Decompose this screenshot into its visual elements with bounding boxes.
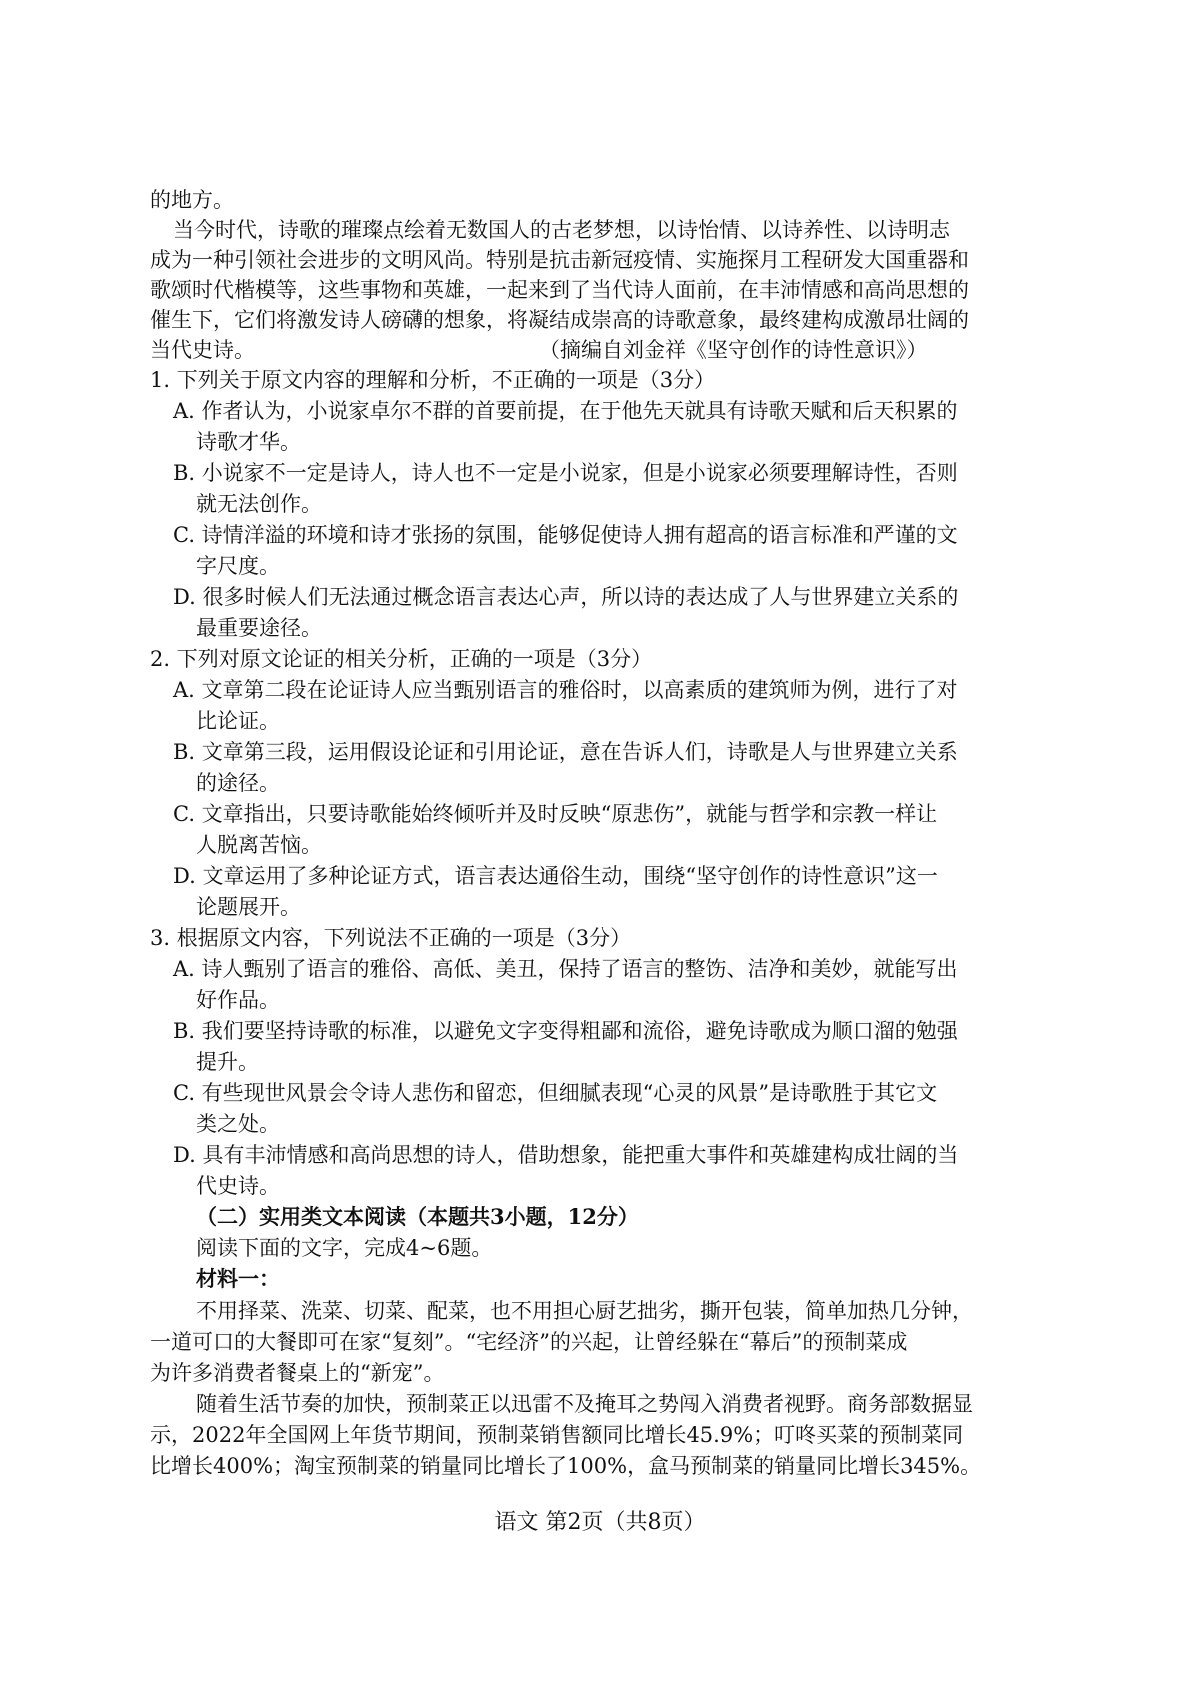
q3-option-b-cont: 提升。 bbox=[196, 1050, 259, 1074]
q2-option-b-cont: 的途径。 bbox=[196, 771, 280, 795]
q3-option-c: C. 有些现世风景会令诗人悲伤和留恋，但细腻表现“心灵的风景”是诗歌胜于其它文 bbox=[173, 1081, 938, 1105]
q3-option-a: A. 诗人甄别了语言的雅俗、高低、美丑，保持了语言的整饬、洁净和美妙，就能写出 bbox=[173, 957, 958, 981]
q3-option-a-cont: 好作品。 bbox=[196, 988, 280, 1012]
passage-line: 成为一种引领社会进步的文明风尚。特别是抗击新冠疫情、实施探月工程研发大国重器和 bbox=[150, 248, 969, 272]
q2-option-d: D. 文章运用了多种论证方式，语言表达通俗生动，围绕“坚守创作的诗性意识”这一 bbox=[173, 864, 938, 888]
material-label: 材料一： bbox=[196, 1266, 280, 1291]
q1-option-d: D. 很多时候人们无法通过概念语言表达心声，所以诗的表达成了人与世界建立关系的 bbox=[173, 585, 959, 609]
passage-line: 当代史诗。 bbox=[150, 338, 255, 362]
q2-option-b: B. 文章第三段，运用假设论证和引用论证，意在告诉人们，诗歌是人与世界建立关系 bbox=[173, 740, 958, 764]
q2-option-c: C. 文章指出，只要诗歌能始终倾听并及时反映“原悲伤”，就能与哲学和宗教一样让 bbox=[173, 802, 938, 826]
q2-option-c-cont: 人脱离苦恼。 bbox=[196, 833, 322, 857]
material-line: 一道可口的大餐即可在家“复刻”。“宅经济”的兴起，让曾经躲在“幕后”的预制菜成 bbox=[150, 1330, 908, 1354]
material-line: 随着生活节奏的加快，预制菜正以迅雷不及掩耳之势闯入消费者视野。商务部数据显 bbox=[196, 1392, 973, 1416]
passage-line: 催生下，它们将激发诗人磅礴的想象，将凝结成崇高的诗歌意象，最终建构成激昂壮阔的 bbox=[150, 308, 969, 332]
q2-option-a-cont: 比论证。 bbox=[196, 709, 280, 733]
q1-option-c: C. 诗情洋溢的环境和诗才张扬的氛围，能够促使诗人拥有超高的语言标准和严谨的文 bbox=[173, 523, 958, 547]
q1-option-b: B. 小说家不一定是诗人，诗人也不一定是小说家，但是小说家必须要理解诗性，否则 bbox=[173, 461, 958, 485]
question-3-stem: 3. 根据原文内容，下列说法不正确的一项是（3分） bbox=[150, 926, 632, 950]
page-footer: 语文 第2页（共8页） bbox=[494, 1510, 706, 1535]
q3-option-d-cont: 代史诗。 bbox=[196, 1174, 280, 1198]
section-instruction: 阅读下面的文字，完成4~6题。 bbox=[196, 1236, 493, 1260]
passage-source: （摘编自刘金祥《坚守创作的诗性意识》） bbox=[539, 338, 928, 362]
section-heading: （二）实用类文本阅读（本题共3小题，12分） bbox=[196, 1204, 639, 1229]
q3-option-d: D. 具有丰沛情感和高尚思想的诗人，借助想象，能把重大事件和英雄建构成壮阔的当 bbox=[173, 1143, 959, 1167]
material-line: 为许多消费者餐桌上的“新宠”。 bbox=[150, 1361, 445, 1385]
q3-option-c-cont: 类之处。 bbox=[196, 1112, 280, 1136]
passage-line: 的地方。 bbox=[150, 188, 234, 212]
q1-option-b-cont: 就无法创作。 bbox=[196, 492, 322, 516]
passage-line: 歌颂时代楷模等，这些事物和英雄，一起来到了当代诗人面前，在丰沛情感和高尚思想的 bbox=[150, 278, 969, 302]
question-1-stem: 1. 下列关于原文内容的理解和分析，不正确的一项是（3分） bbox=[150, 368, 716, 392]
material-line: 不用择菜、洗菜、切菜、配菜，也不用担心厨艺拙劣，撕开包装，简单加热几分钟， bbox=[196, 1299, 973, 1323]
question-2-stem: 2. 下列对原文论证的相关分析，正确的一项是（3分） bbox=[150, 647, 653, 671]
q1-option-d-cont: 最重要途径。 bbox=[196, 616, 322, 640]
q2-option-d-cont: 论题展开。 bbox=[196, 895, 301, 919]
q1-option-c-cont: 字尺度。 bbox=[196, 554, 280, 578]
q2-option-a: A. 文章第二段在论证诗人应当甄别语言的雅俗时，以高素质的建筑师为例，进行了对 bbox=[173, 678, 958, 702]
q1-option-a-cont: 诗歌才华。 bbox=[196, 430, 301, 454]
q1-option-a: A. 作者认为，小说家卓尔不群的首要前提，在于他先天就具有诗歌天赋和后天积累的 bbox=[173, 399, 958, 423]
passage-line: 当今时代，诗歌的璀璨点绘着无数国人的古老梦想，以诗怡情、以诗养性、以诗明志 bbox=[173, 218, 950, 242]
material-line: 示，2022年全国网上年货节期间，预制菜销售额同比增长45.9%；叮咚买菜的预制菜同 bbox=[150, 1423, 964, 1447]
q3-option-b: B. 我们要坚持诗歌的标准，以避免文字变得粗鄙和流俗，避免诗歌成为顺口溜的勉强 bbox=[173, 1019, 958, 1043]
material-line: 比增长400%；淘宝预制菜的销量同比增长了100%，盒马预制菜的销量同比增长345%。 bbox=[150, 1454, 982, 1478]
